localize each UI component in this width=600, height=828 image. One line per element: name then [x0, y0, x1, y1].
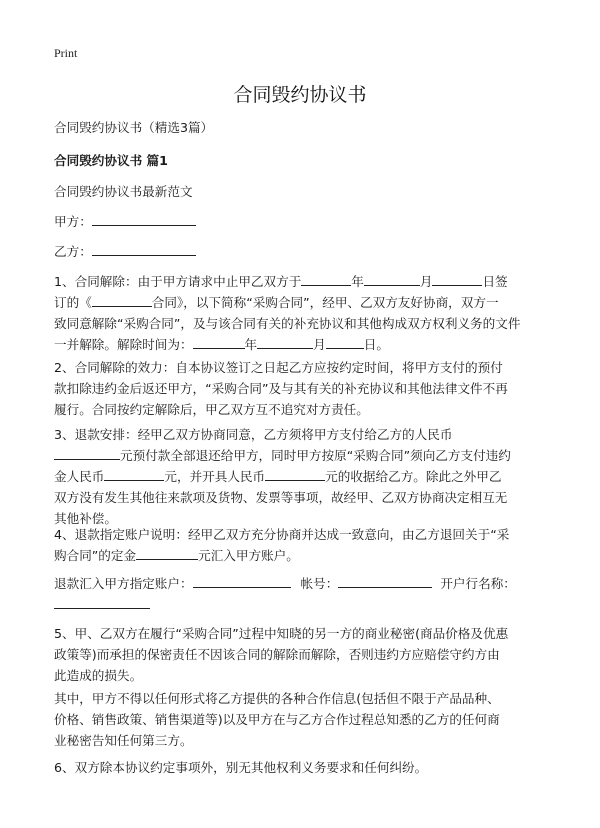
clause-4-text: 元汇入甲方账户。: [198, 548, 299, 563]
blank[interactable]: [301, 271, 351, 286]
blank[interactable]: [104, 466, 164, 481]
clause-2-text: 履行。合同按约定解除后，甲乙双方互不追究对方责任。: [54, 402, 369, 417]
clause-2-text: 款扣除违约金后返还甲方，“采购合同”及与其有关的补充协议和其他法律文件不再: [54, 381, 508, 396]
clause-1-text: 日。: [363, 337, 389, 352]
account-label: 退款汇入甲方指定账户：: [54, 576, 193, 591]
clause-3-text: 元的收据给乙方。除此之外甲乙: [325, 469, 502, 484]
clause-1-text: 订的《: [54, 295, 92, 310]
party-b-row: [54, 241, 546, 263]
bank-name-blank[interactable]: [54, 594, 150, 609]
account-number-label: 帐号：: [300, 576, 339, 591]
clause-3-text: 元，并开具人民币: [164, 469, 266, 484]
blank[interactable]: [364, 271, 420, 286]
party-b-blank[interactable]: [92, 241, 196, 256]
clause-4-text: 购合同”的定金: [54, 548, 137, 563]
blank[interactable]: [92, 292, 152, 307]
clause-3: [54, 424, 554, 529]
section-heading: 合同毁约协议书 篇1: [54, 153, 168, 168]
clause-1-text: 合同》，以下简称“采购合同”，经甲、乙双方友好协商，双方一: [151, 295, 499, 310]
clause-5-text: 5、甲、乙双方在履行“采购合同”过程中知晓的另一方的商业秘密(商品价格及优惠: [54, 626, 509, 641]
clause-5: [54, 623, 554, 686]
clause-4-text: 4、退款指定账户说明：经甲乙双方充分协商并达成一致意向，由乙方退回关于“采: [54, 527, 510, 542]
account-blank[interactable]: [193, 573, 291, 588]
print-link[interactable]: Print: [54, 46, 78, 60]
clause-1-text: 年: [244, 337, 258, 352]
clause-2-text: 2、合同解除的效力：自本协议签订之日起乙方应按约定时间，将甲方支付的预付: [54, 360, 503, 375]
clause-1-text: 年: [351, 274, 364, 289]
clause-5-text: 此造成的损失。: [54, 668, 143, 683]
blank[interactable]: [265, 466, 325, 481]
clause-5b-text: 价格、销售政策、销售渠道等)以及甲方在与乙方合作过程总知悉的乙方的任何商: [54, 712, 500, 727]
clause-3-text: 元预付款全部退还给甲方，同时甲方按原“采购合同”须向乙方支付违约: [120, 448, 511, 463]
clause-1-text: 1、合同解除：由于甲方请求中止甲乙双方于: [54, 274, 302, 289]
party-a-blank[interactable]: [92, 211, 196, 226]
clause-1-text: 月: [313, 337, 326, 352]
clause-5b-text: 业秘密告知任何第三方。: [54, 733, 193, 748]
party-a-row: [54, 211, 546, 233]
blank[interactable]: [326, 334, 364, 349]
clause-1-text: 月: [419, 274, 433, 289]
account-number-blank[interactable]: [338, 573, 432, 588]
clause-3-text: 其他补偿。: [54, 511, 117, 526]
clause-1-text: 一并解除。解除时间为：: [54, 337, 193, 352]
clause-6: 6、双方除本协议约定事项外，别无其他权利义务要求和任何纠纷。: [54, 760, 428, 775]
bank-name-row: [54, 594, 546, 616]
bank-name-label: 开户行名称：: [440, 576, 516, 591]
clause-3-text: 3、退款安排：经甲乙双方协商同意，乙方须将甲方支付给乙方的人民币: [54, 427, 453, 442]
blank[interactable]: [136, 545, 198, 560]
clause-3-text: 金人民币: [54, 469, 105, 484]
clause-1: [54, 271, 554, 355]
party-a-label: 甲方：: [54, 214, 92, 229]
subtitle: 合同毁约协议书（精选3篇）: [54, 120, 214, 135]
clause-3-text: 双方没有发生其他往来款项及货物、发票等事项，故经甲、乙双方协商决定相互无: [54, 490, 508, 505]
account-row: [54, 573, 546, 595]
party-b-label: 乙方：: [54, 244, 92, 259]
clause-5-text: 政策等)而承担的保密责任不因该合同的解除而解除，否则违约方应赔偿守约方由: [54, 647, 500, 662]
blank[interactable]: [257, 334, 313, 349]
clause-1-text: 致同意解除“采购合同”，及与该合同有关的补充协议和其他构成双方权利义务的文件: [54, 316, 521, 331]
blank[interactable]: [432, 271, 482, 286]
clause-5-continued: [54, 688, 554, 751]
clause-4: [54, 524, 554, 566]
clause-1-text: 日签: [482, 274, 508, 289]
document-title: 合同毁约协议书: [233, 84, 367, 106]
blank[interactable]: [54, 445, 120, 460]
blank[interactable]: [193, 334, 245, 349]
clause-2: [54, 357, 554, 420]
clause-5b-text: 其中，甲方不得以任何形式将乙方提供的各种合作信息(包括但不限于产品品种、: [54, 691, 500, 706]
template-label: 合同毁约协议书最新范文: [54, 184, 193, 199]
